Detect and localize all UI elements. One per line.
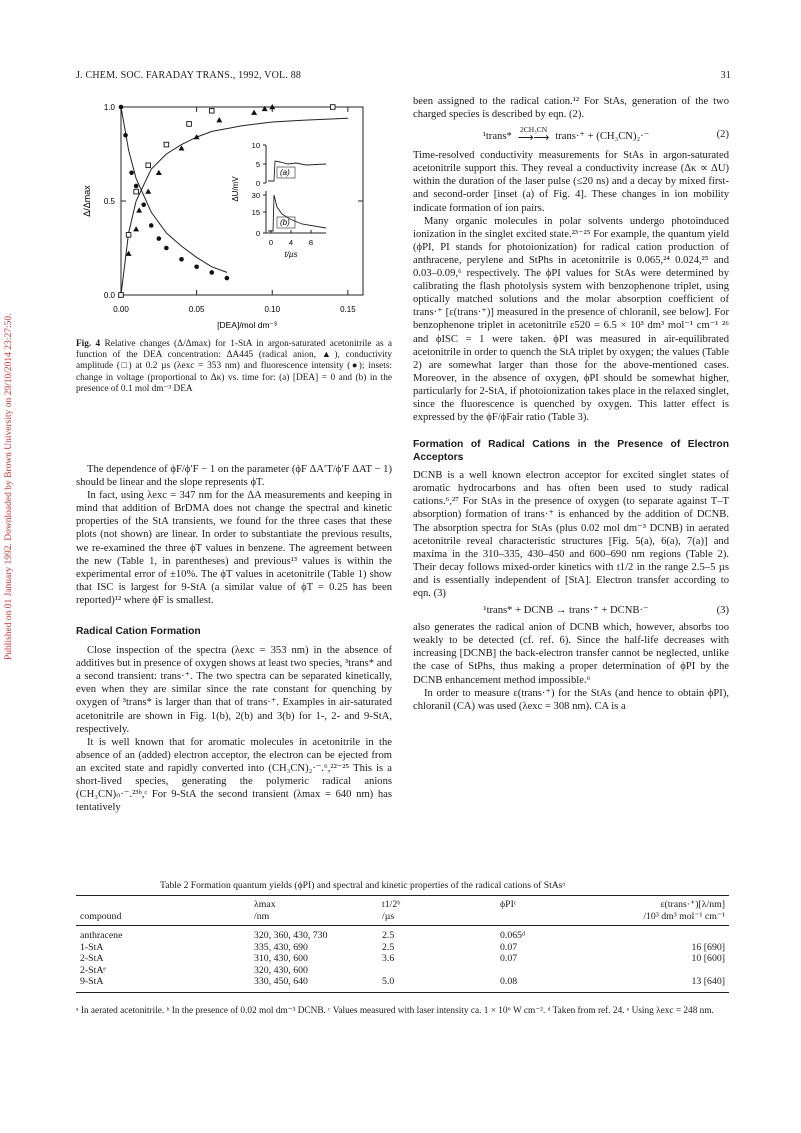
circle-point (134, 184, 139, 189)
circle-point (209, 270, 214, 275)
table-row (76, 965, 729, 977)
paragraph: DCNB is a well known electron acceptor for excited singlet states of aromatic hydrocarbons and has often been used to study radical cations.⁶,²⁷ For StAs in the presence of oxygen (to separate against T–T absorption) formation of trans·⁺ is enhanced by the addition of DCNB. The absorption spectra for StAs (plus 0.02 mol dm⁻³ DCNB) in aerated acetonitrile reveal characteristic structures [Fig. 5(a), 6(a), 7(a)] and maxima in the 310–335, 430–450 and 600–690 nm regions (Table 2). Their decay follows mixed-order kinetics with t1/2 in the range 2.5–5 µs and is essentially independent of [StA]. Electron transfer according to eqn. (3) (413, 470, 729, 599)
circle-point (225, 276, 230, 281)
table-header: ε(trans·⁺)[λ/nm] (614, 896, 729, 911)
inset-tick-label: 0 (255, 179, 260, 188)
table-header: /10³ dm³ mol⁻¹ cm⁻¹ (614, 911, 729, 926)
table-cell: 330, 450, 640 (250, 976, 378, 992)
inset-b-label: (b) (280, 218, 290, 227)
table-row (76, 953, 729, 965)
table-cell: 9-StA (76, 976, 250, 992)
table-cell: 2-StA (80, 953, 104, 964)
table-cell: 3.6 (382, 953, 395, 964)
table-cell: 2-StAᵉ (80, 964, 106, 976)
triangle-point (156, 170, 162, 175)
table-cell: 13 [640] (614, 976, 729, 992)
square-point (126, 233, 131, 238)
circle-point (129, 171, 134, 176)
table-cell: 0.07 (500, 941, 518, 953)
paragraph: Time-resolved conductivity measurements for StAs in argon-saturated acetonitrile support this. They reveal a conductivity increase (Δκ ∝ ΔU) within the duration of the laser pulse (≤20 ns) and a decay by mixed first- and second-order [inset (a) of Fig. 4]. These changes in ion mobility indicate formation of ion pairs. (413, 150, 729, 214)
table-cell: 10 [600] (691, 953, 725, 964)
square-point (209, 108, 214, 113)
inset-x-tick-label: 8 (308, 238, 314, 247)
x-tick-label: 0.00 (113, 305, 129, 314)
paragraph: also generates the radical anion of DCNB which, however, absorbs too weakly to be detected (cf. ref. 6). Since the half-life decreases with increasing [DCNB] the back-electron transfer cannot be neglected, unlike the case of StPhs, thus making a proper determination of ϕPI by the DCNB enhancement method impossible.⁶ (413, 622, 729, 686)
circle-point (164, 246, 169, 251)
inset-tick-label: 10 (251, 141, 260, 150)
triangle-point (216, 117, 222, 122)
right-column (413, 95, 729, 713)
triangle-point (133, 226, 139, 231)
table-2 (76, 895, 729, 993)
table-header: compound (76, 911, 250, 926)
table-header: t1/2ᵇ (378, 896, 496, 911)
figure-label: Fig. 4 (76, 339, 101, 349)
fit-curve-rising (121, 118, 348, 295)
table-cell: 335, 430, 690 (254, 941, 308, 953)
table-row (76, 942, 729, 954)
y-tick-label: 1.0 (103, 103, 115, 112)
download-notice: Published on 01 January 1992. Downloaded by Brown University on 29/10/2014 23:27:50. (4, 313, 14, 660)
plot-frame (121, 107, 363, 295)
table-cell: 5.0 (378, 976, 496, 992)
inset-tick-label: 15 (251, 208, 260, 217)
table-cell: 0.065ᵈ (500, 930, 526, 941)
y-tick-label: 0.0 (103, 291, 115, 300)
inset-x-tick-label: 0 (268, 238, 274, 247)
section-heading: Radical Cation Formation (76, 626, 201, 638)
eq2-rhs: trans·⁺ + (CH₃CN)₂·⁻ (555, 131, 650, 143)
eq2-over: 2CH₃CN (519, 125, 548, 135)
table-cell (496, 965, 614, 977)
paragraph: It is well known that for aromatic molecules in acetonitrile in the absence of an (added) electron acceptor, the electron can be ejected from an excited state and rapidly converted into (CH₃CN)₂·⁻.⁶,²²⁻²⁵ This is a short-lived species, generating the polymeric radical anions (CH₃CN)ₙ·⁻.²³ᵇ,ᶜ For 9-StA the second transient (λmax = 640 nm) has tentatively (76, 736, 392, 814)
table-header: λmax (250, 896, 378, 911)
x-tick-label: 0.10 (264, 305, 281, 314)
y-tick-label: 0.5 (103, 197, 115, 206)
arrow-icon: ⟶⟶ (517, 132, 550, 145)
x-axis-label: [DEA]/mol dm⁻³ (217, 320, 277, 330)
square-point (164, 142, 169, 147)
circle-point (123, 133, 128, 138)
table-cell (614, 926, 729, 942)
x-tick-label: 0.15 (340, 305, 356, 314)
square-point (330, 105, 335, 110)
table-header (496, 911, 614, 926)
section-heading: Formation of Radical Cations in the Presence of Electron Acceptors (413, 439, 729, 464)
table-cell: 310, 430, 600 (254, 953, 308, 964)
eq3-body: ¹trans* + DCNB → trans·⁺ + DCNB·⁻ (483, 605, 649, 617)
paragraph: Close inspection of the spectra (λexc = 353 nm) in the absence of additives but in presence of oxygen shows at least two species, ³trans* and a second transient: trans·⁺. The two spectra can be separated kinetically, even when they are similar since the rate constant for quenching by oxygen of ³trans* is larger than that of trans·⁺. Examples in air-saturated acetonitrile are shown in Fig. 1(b), 2(b) and 3(b) for 1-, 2- and 9-StA, respectively. (76, 645, 392, 735)
table-cell: 320, 360, 430, 730 (254, 930, 328, 941)
paragraph: In fact, using λexc = 347 nm for the ΔA measurements and keeping in mind that addition of BrDMA does not change the spectral and kinetic properties of the StA transients, we found for the three cases that these plots (not shown) are linear. In order to substantiate the previous results, we re-examined the three ϕT values in benzene. The agreement between the new (Table 1, in parentheses) and previous¹³ values is within the experimental error of ±10%. The ϕT values in acetonitrile (Table 1) show that ISC is largest for 9-StA (a similar value of ϕT = 0.25 has been reported)¹² where ϕF is smallest. (76, 490, 392, 606)
table-footnote: ᵃ In aerated acetonitrile. ᵇ In the presence of 0.02 mol dm⁻³ DCNB. ᶜ Values measured with laser intensity ca. 1 × 10⁶ W cm⁻². ᵈ Taken from ref. 24. ᵉ Using λexc = 248 nm. (76, 1006, 714, 1016)
inset-a-label: (a) (280, 168, 290, 177)
running-header: J. CHEM. SOC. FARADAY TRANS., 1992, VOL. 88 (76, 70, 302, 81)
table-cell: 0.07 (500, 953, 518, 964)
triangle-point (145, 189, 151, 194)
inset-tick-label: 0 (255, 229, 260, 238)
circle-point (141, 202, 146, 207)
inset-tick-label: 5 (255, 160, 260, 169)
circle-point (179, 257, 184, 262)
paragraph: Many organic molecules in polar solvents undergo photoinduced ionization in the singlet excited state.²³⁻²⁵ For example, the quantum yield (ϕPI, PI stands for photoionization) for radical cation production of anthracene, perylene and StPhs in acetonitrile is 0.065,²⁴ 0.024,²⁵ and 0.03–0.09,⁶ respectively. The ϕPI values for StAs were determined by calibrating the flash photolysis system with benzophenone triplet, using optically matched solutions and the molar absorption coefficient of trans·⁺ [ε(trans·⁺)] measured in the presence of chloranil, see below]. For benzophenone triplet in acetonitrile ε520 = 6.5 × 10³ dm³ mol⁻¹ cm⁻¹ ²⁶ and ϕISC = 1 were taken. ϕPI was measured in air-equilibrated acetonitrile in order to quench the StA triplet by oxygen; the values (Table 2) are somewhat larger than those for the above-mentioned cases. Moreover, in the absence of oxygen, ϕPI should be somewhat higher, particularly for 2-StA, if photoionization takes place in the relaxed singlet, since the fluorescence is quenched by oxygen. This latter effect is expressed by the ϕF/ϕFair ratio (Table 3). (413, 215, 729, 424)
eq2-number: (2) (716, 128, 729, 140)
square-point (134, 189, 139, 194)
paragraph: been assigned to the radical cation.¹² For StAs, generation of the two charged species is described by eqn. (2). (413, 96, 729, 121)
circle-point (157, 236, 162, 241)
table-cell: 2.5 (382, 941, 395, 953)
y-axis-label: Δ/Δmax (82, 185, 92, 217)
table-header (76, 896, 250, 911)
left-column (76, 463, 392, 814)
table-cell: 1-StA (80, 941, 104, 953)
table-row (76, 926, 729, 942)
circle-point (149, 223, 154, 228)
triangle-point (251, 110, 257, 115)
triangle-point (136, 207, 142, 212)
square-point (119, 293, 124, 298)
inset-x-tick-label: 4 (288, 238, 294, 247)
table-cell: anthracene (80, 930, 123, 941)
x-tick-label: 0.05 (188, 305, 205, 314)
table-cell (378, 965, 496, 977)
equation-2 (413, 125, 729, 143)
table-cell: 2.5 (382, 930, 395, 941)
eq3-number: (3) (716, 605, 729, 617)
inset-y-label: ΔU/mV (231, 176, 240, 202)
table-row (76, 976, 729, 992)
circle-point (119, 105, 124, 110)
table-cell: 320, 430, 600 (254, 964, 308, 976)
inset-x-label: t/µs (284, 250, 298, 259)
square-point (187, 122, 192, 127)
paragraph: The dependence of ϕF/ϕ′F − 1 on the parameter (ϕF ΔA′T/ϕ′F ΔAT − 1) should be linear and the slope represents ϕT. (76, 464, 392, 489)
circle-point (194, 265, 199, 270)
table-header: ϕPIᶜ (496, 896, 614, 911)
table-cell: 0.08 (496, 976, 614, 992)
page-number: 31 (720, 70, 731, 81)
table-cell: 16 [690] (691, 941, 725, 953)
square-point (146, 163, 151, 168)
table-caption: Table 2 Formation quantum yields (ϕPI) and spectral and kinetic properties of the radical cations of StAsᵃ (160, 880, 566, 891)
figure-4-plot (76, 95, 396, 330)
equation-3 (413, 604, 729, 617)
figure-caption (76, 339, 392, 395)
paragraph: In order to measure ε(trans·⁺) for the StAs (and hence to obtain ϕPI), chloranil (CA) was used (λexc = 308 nm). CA is a (413, 687, 729, 712)
inset-tick-label: 30 (251, 191, 260, 200)
table-header: /µs (378, 911, 496, 926)
figure-caption-text: Relative changes (Δ/Δmax) for 1-StA in argon-saturated acetonitrile as a function of the DEA concentration: ΔA445 (radical anion, ▲), conductivity amplitude (□) at 0.2 µs (λexc = 353 nm) and fluorescence intensity (●); insets: change in voltage (proportional to Δκ) vs. time for: (a) [DEA] = 0 and (b) in the presence of 0.1 mol dm⁻³ DEA (76, 339, 392, 394)
table-header: /nm (250, 911, 378, 926)
table-cell (614, 965, 729, 977)
eq2-lhs: ¹trans* (482, 131, 512, 143)
